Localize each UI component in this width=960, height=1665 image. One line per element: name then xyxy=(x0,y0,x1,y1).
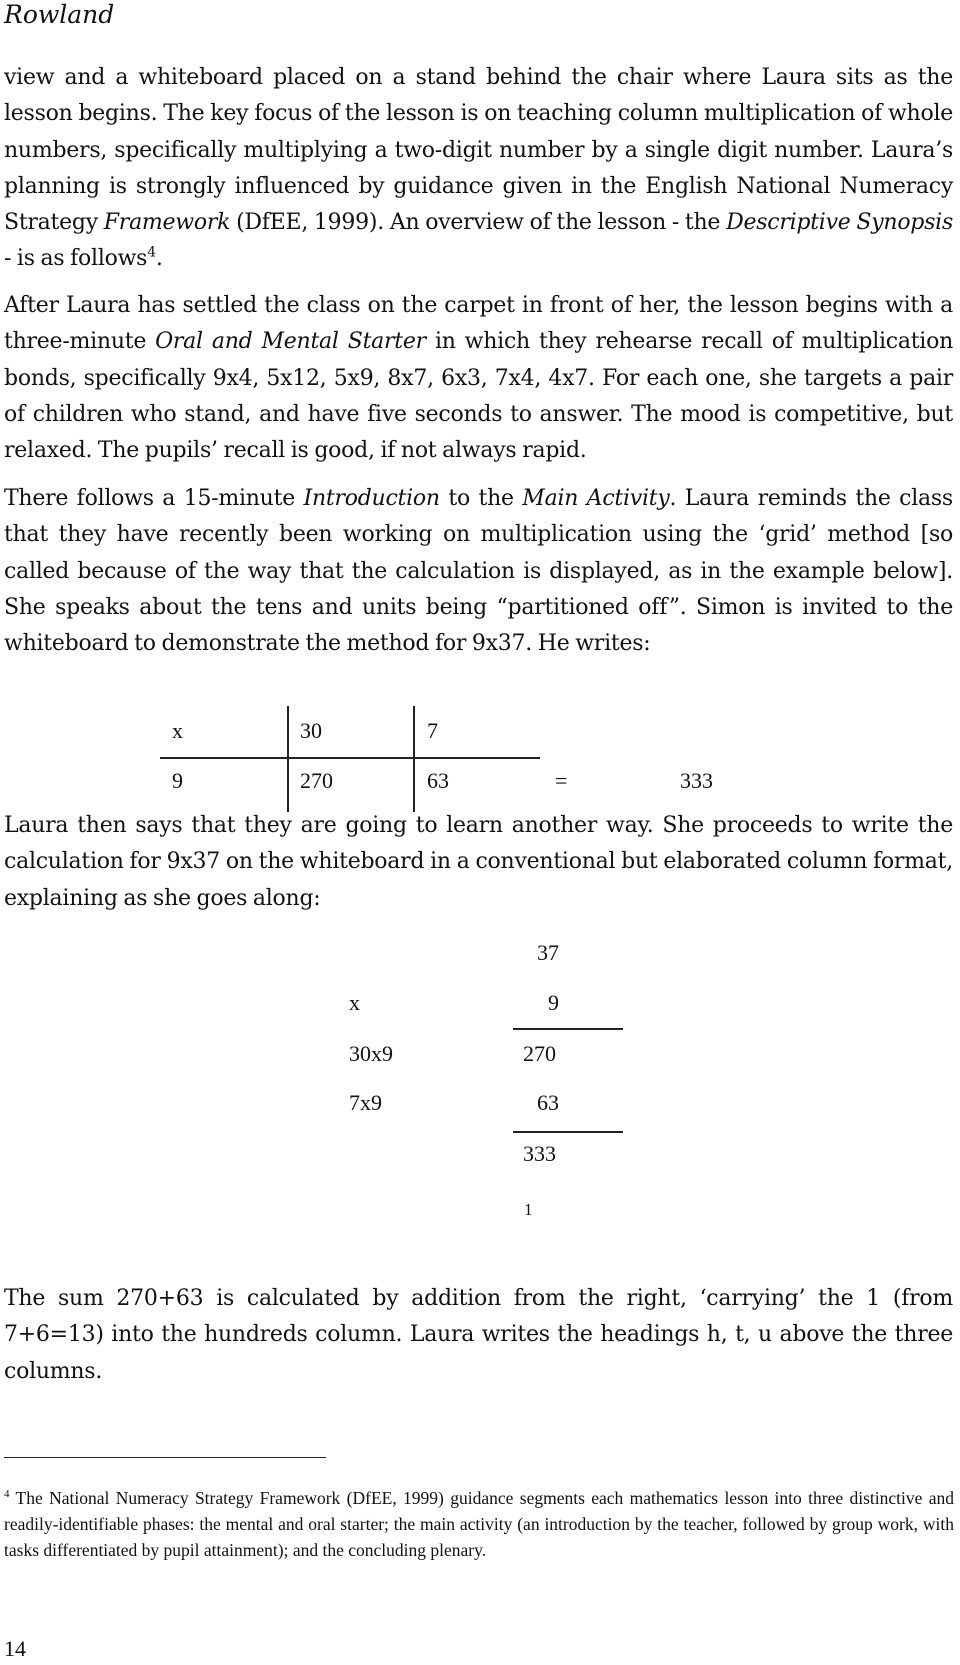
italic-introduction: Introduction xyxy=(303,486,440,511)
column-rule xyxy=(513,1131,623,1133)
footnote-marker: 4 xyxy=(4,1488,10,1500)
grid-vertical-line xyxy=(287,706,289,812)
column-total: 333 xyxy=(523,1141,556,1166)
paragraph-introduction xyxy=(4,481,953,662)
equals-sign: = xyxy=(555,768,568,793)
grid-result: 333 xyxy=(680,768,713,793)
grid-cell: 7 xyxy=(427,718,438,743)
grid-horizontal-line xyxy=(160,757,540,759)
grid-cell: x xyxy=(172,718,183,743)
grid-cell: 30 xyxy=(300,718,322,743)
partial-label: 30x9 xyxy=(349,1041,393,1066)
text-run: . Laura reminds the class that they have recently been working on multiplication using the ‘grid’ method [so called because of the way that the calculation is displayed, as in the example below]. She speaks about the tens and units being “partitioned off”. Simon is invited to the whiteboard to demonstrate the method for 9x37. He writes: xyxy=(4,486,953,657)
footnote-rule xyxy=(4,1457,326,1458)
grid-cell: 270 xyxy=(300,768,333,793)
text-run: After Laura has settled the class on the carpet in front of her, the lesson begins with a three-minute xyxy=(4,293,953,355)
italic-framework: Framework xyxy=(103,210,231,236)
text-run: (DfEE, 1999). An overview of the lesson - the xyxy=(230,210,727,236)
text-run: in which they rehearse recall of multiplication bonds, specifically 9x4, 5x12, 5x9, 8x7, 6x3, 7x4, 4x7. For each one, she targets a pair of children who stand, and have five seconds to answer. The mood is competitive, but relaxed. The pupils’ recall is good, if not always rapid. xyxy=(4,329,953,464)
italic-oral-mental-starter: Oral and Mental Starter xyxy=(155,329,426,355)
text-run: - is as follows xyxy=(4,246,148,272)
partial-value: 270 xyxy=(523,1041,556,1066)
partial-value: 63 xyxy=(537,1090,559,1115)
page-number: 14 xyxy=(4,1636,26,1661)
footnote-reference[interactable]: 4 xyxy=(147,245,156,262)
column-rule xyxy=(513,1028,623,1030)
paragraph-lesson-overview xyxy=(4,60,953,278)
times-sign: x xyxy=(349,990,360,1015)
italic-descriptive-synopsis: Descriptive Synopsis xyxy=(726,210,954,236)
column-top-number: 37 xyxy=(537,940,559,965)
carry-digit: 1 xyxy=(524,1200,533,1219)
grid-cell: 63 xyxy=(427,768,449,793)
paragraph-oral-mental-starter xyxy=(4,288,953,469)
partial-label: 7x9 xyxy=(349,1090,382,1115)
italic-main-activity: Main Activity xyxy=(522,486,670,511)
grid-cell: 9 xyxy=(172,768,183,793)
column-multiplier: 9 xyxy=(548,990,559,1015)
running-header: Rowland xyxy=(4,0,115,29)
footnote-text: The National Numeracy Strategy Framework (DfEE, 1999) guidance segments each mathematics lesson into three distinctive and readily-identifiable phases: the mental and oral starter; the main activity (an introduction by the teacher, followed by group work, with tasks differentiated by pupil attainment); and the concluding plenary. xyxy=(4,1487,954,1560)
grid-vertical-line xyxy=(413,706,415,812)
paragraph-column-method: Laura then says that they are going to learn another way. She proceeds to write the calculation for 9x37 on the whiteboard in a conventional but elaborated column format, explaining as she goes along: xyxy=(4,813,953,911)
paragraph-carrying: The sum 270+63 is calculated by addition from the right, ‘carrying’ the 1 (from 7+6=13) into the hundreds column. Laura writes the headings h, t, u above the three columns. xyxy=(4,1286,953,1384)
text-run: There follows a 15-minute xyxy=(4,486,304,511)
text-run: to the xyxy=(439,486,523,511)
footnote xyxy=(4,1481,954,1563)
text-run: . xyxy=(155,246,163,272)
text-run: view and a whiteboard placed on a stand behind the chair where Laura sits as the lesson begins. The key focus of the lesson is on teaching column multiplication of whole numbers, specifically multiplying a two-digit number by a single digit number. Laura’s planning is strongly influenced by guidance given in the English National Numeracy Strategy xyxy=(4,65,953,236)
